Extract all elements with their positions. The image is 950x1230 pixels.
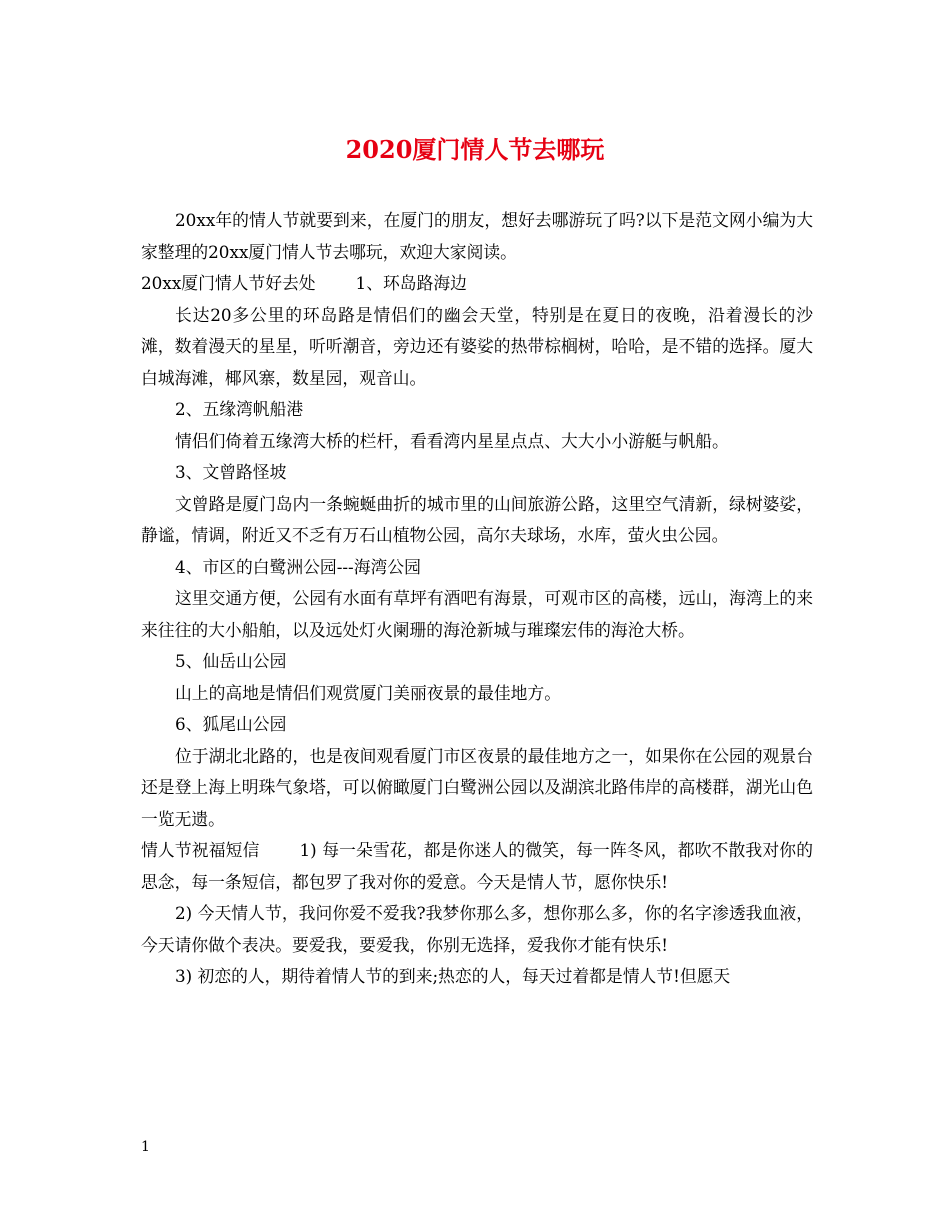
place-1-paragraph: 长达20多公里的环岛路是情侣们的幽会天堂，特别是在夏日的夜晚，沿着漫长的沙滩，数着漫天的星星，听听潮音，旁边还有婆娑的热带棕榈树，哈哈，是不错的选择。厦大白城海滩，椰风寨，数星园，观音山。 bbox=[141, 304, 813, 388]
place-5-paragraph: 山上的高地是情侣们观赏厦门美丽夜景的最佳地方。 bbox=[175, 682, 561, 703]
message-3: 3) 初恋的人，期待着情人节的到来;热恋的人，每天过着都是情人节!但愿天 bbox=[175, 966, 731, 986]
message-1: 1) 每一朵雪花，都是你迷人的微笑，每一阵冬风，都吹不散我对你的思念，每一条短信，都包罗了我对你的爱意。今天是情人节，愿你快乐! bbox=[141, 840, 813, 892]
message-2: 2) 今天情人节，我问你爱不爱我?我梦你那么多，想你那么多，你的名字渗透我血液，今天请你做个表决。要爱我，要爱我，你别无选择，爱我你才能有快乐! bbox=[141, 903, 813, 955]
place-1-heading: 1、环岛路海边 bbox=[355, 273, 467, 293]
place-4-paragraph: 这里交通方便，公园有水面有草坪有酒吧有海景，可观市区的高楼，远山，海湾上的来来往往的大小船舶，以及远处灯火阑珊的海沧新城与璀璨宏伟的海沧大桥。 bbox=[141, 588, 813, 640]
intro-paragraph: 20xx年的情人节就要到来，在厦门的朋友，想好去哪游玩了吗?以下是范文网小编为大家整理的20xx厦门情人节去哪玩，欢迎大家阅读。 bbox=[141, 210, 813, 262]
document-body bbox=[141, 205, 813, 993]
place-2-heading: 2、五缘湾帆船港 bbox=[175, 399, 304, 419]
place-5-heading: 5、仙岳山公园 bbox=[175, 651, 287, 671]
place-2-paragraph: 情侣们倚着五缘湾大桥的栏杆，看看湾内星星点点、大大小小游艇与帆船。 bbox=[175, 430, 729, 451]
section-heading-messages bbox=[141, 835, 813, 898]
page-number: 1 bbox=[141, 1139, 150, 1155]
place-3-paragraph: 文曾路是厦门岛内一条蜿蜒曲折的城市里的山间旅游公路，这里空气清新，绿树婆娑，静谧，情调，附近又不乏有万石山植物公园，高尔夫球场，水库，萤火虫公园。 bbox=[141, 493, 813, 545]
document-title: 2020厦门情人节去哪玩 bbox=[345, 135, 605, 164]
place-6-heading: 6、狐尾山公园 bbox=[175, 714, 287, 734]
place-3-heading: 3、文曾路怪坡 bbox=[175, 462, 287, 482]
section-heading-messages-label: 情人节祝福短信 bbox=[141, 840, 260, 860]
place-4-heading: 4、市区的白鹭洲公园---海湾公园 bbox=[175, 556, 421, 577]
place-6-paragraph: 位于湖北北路的，也是夜间观看厦门市区夜景的最佳地方之一，如果你在公园的观景台还是登上海上明珠气象塔，可以俯瞰厦门白鹭洲公园以及湖滨北路伟岸的高楼群，湖光山色一览无遗。 bbox=[141, 745, 813, 829]
section-heading-places-label: 20xx厦门情人节好去处 bbox=[141, 273, 316, 293]
section-heading-places bbox=[141, 268, 813, 300]
